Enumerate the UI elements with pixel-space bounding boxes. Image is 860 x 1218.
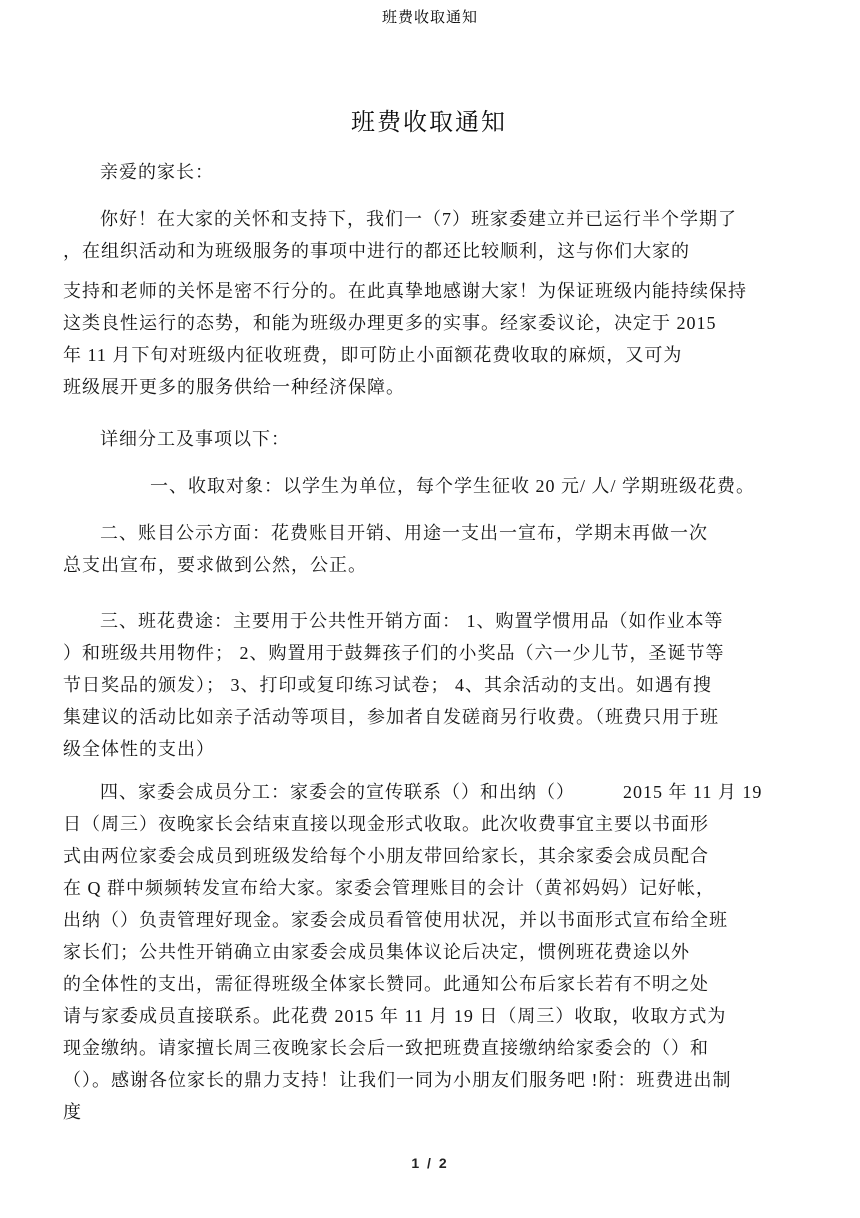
text-line: 级全体性的支出） xyxy=(63,739,215,759)
page-header-title: 班费收取通知 xyxy=(381,10,478,26)
text-line: 式由两位家委会成员到班级发给每个小朋友带回给家长，其余家委会成员配合 xyxy=(63,846,709,866)
text-line: 出纳（）负责管理好现金。家委会成员看管使用状况，并以书面形式宣布给全班 xyxy=(63,910,728,930)
document-body xyxy=(63,156,795,1128)
text-line: 二、账目公示方面：花费账目开销、用途一支出一宣布，学期末再做一次 xyxy=(100,523,708,543)
document-title: 班费收取通知 xyxy=(351,110,507,136)
text-line: 亲爱的家长： xyxy=(100,162,214,182)
text-line: 的全体性的支出，需征得班级全体家长赞同。此通知公布后家长若有不明之处 xyxy=(63,974,709,994)
text-line: 现金缴纳。请家擅长周三夜晚家长会后一致把班费直接缴纳给家委会的（）和 xyxy=(63,1038,709,1058)
text-line: 年 11 月下旬对班级内征收班费，即可防止小面额花费收取的麻烦，又可为 xyxy=(63,345,683,365)
text-line: 支持和老师的关怀是密不行分的。在此真挚地感谢大家！为保证班级内能持续保持 xyxy=(63,281,747,301)
text-line: 三、班花费途：主要用于公共性开销方面： 1、购置学惯用品（如作业本等 xyxy=(100,611,724,631)
document xyxy=(63,103,795,1128)
text-line: ）和班级共用物件； 2、购置用于鼓舞孩子们的小奖品（六一少儿节，圣诞节等 xyxy=(63,643,725,663)
item-4-committee-division xyxy=(63,776,795,1128)
greeting xyxy=(63,156,795,188)
text-line: 详细分工及事项以下： xyxy=(100,429,290,449)
text-line: 请与家委成员直接联系。此花费 2015 年 11 月 19 日（周三）收取，收取方式为 xyxy=(63,1006,727,1026)
item-2-account-publicity xyxy=(63,517,795,581)
item-1-collection-target xyxy=(63,470,795,502)
text-line: 这类良性运行的态势，和能为班级办理更多的实事。经家委议论，决定于 2015 xyxy=(63,313,717,333)
text-line: 度 xyxy=(63,1102,82,1122)
section-lead xyxy=(63,423,795,455)
text-line: （）。感谢各位家长的鼎力支持！让我们一同为小朋友们服务吧 !附：班费进出制 xyxy=(63,1070,732,1090)
text-line: 总支出宣布，要求做到公然，公正。 xyxy=(63,555,367,575)
intro-paragraph xyxy=(63,203,795,403)
text-line: 在 Q 群中频频转发宣布给大家。家委会管理账目的会计（黄祁妈妈）记好帐， xyxy=(63,878,715,898)
text-line: 家长们；公共性开销确立由家委会成员集体议论后决定，惯例班花费途以外 xyxy=(63,942,690,962)
text-line: ，在组织活动和为班级服务的事项中进行的都还比较顺利，这与你们大家的 xyxy=(63,241,690,261)
page-number: 1 / 2 xyxy=(411,1155,449,1171)
text-line: 节日奖品的颁发）； 3、打印或复印练习试卷； 4、其余活动的支出。如遇有搜 xyxy=(63,675,712,695)
text-line: 四、家委会成员分工：家委会的宣传联系（）和出纳（） 2015 年 11 月 19 xyxy=(100,782,763,802)
text-line: 集建议的活动比如亲子活动等项目，参加者自发磋商另行收费。（班费只用于班 xyxy=(63,707,719,727)
text-line: 班级展开更多的服务供给一种经济保障。 xyxy=(63,377,405,397)
text-line: 日（周三）夜晚家长会结束直接以现金形式收取。此次收费事宜主要以书面形 xyxy=(63,814,709,834)
text-line: 你好！在大家的关怀和支持下，我们一（7）班家委建立并已运行半个学期了 xyxy=(100,209,737,229)
item-3-fee-usage xyxy=(63,605,795,765)
text-line: 一、收取对象：以学生为单位，每个学生征收 20 元/ 人/ 学期班级花费。 xyxy=(150,476,755,496)
